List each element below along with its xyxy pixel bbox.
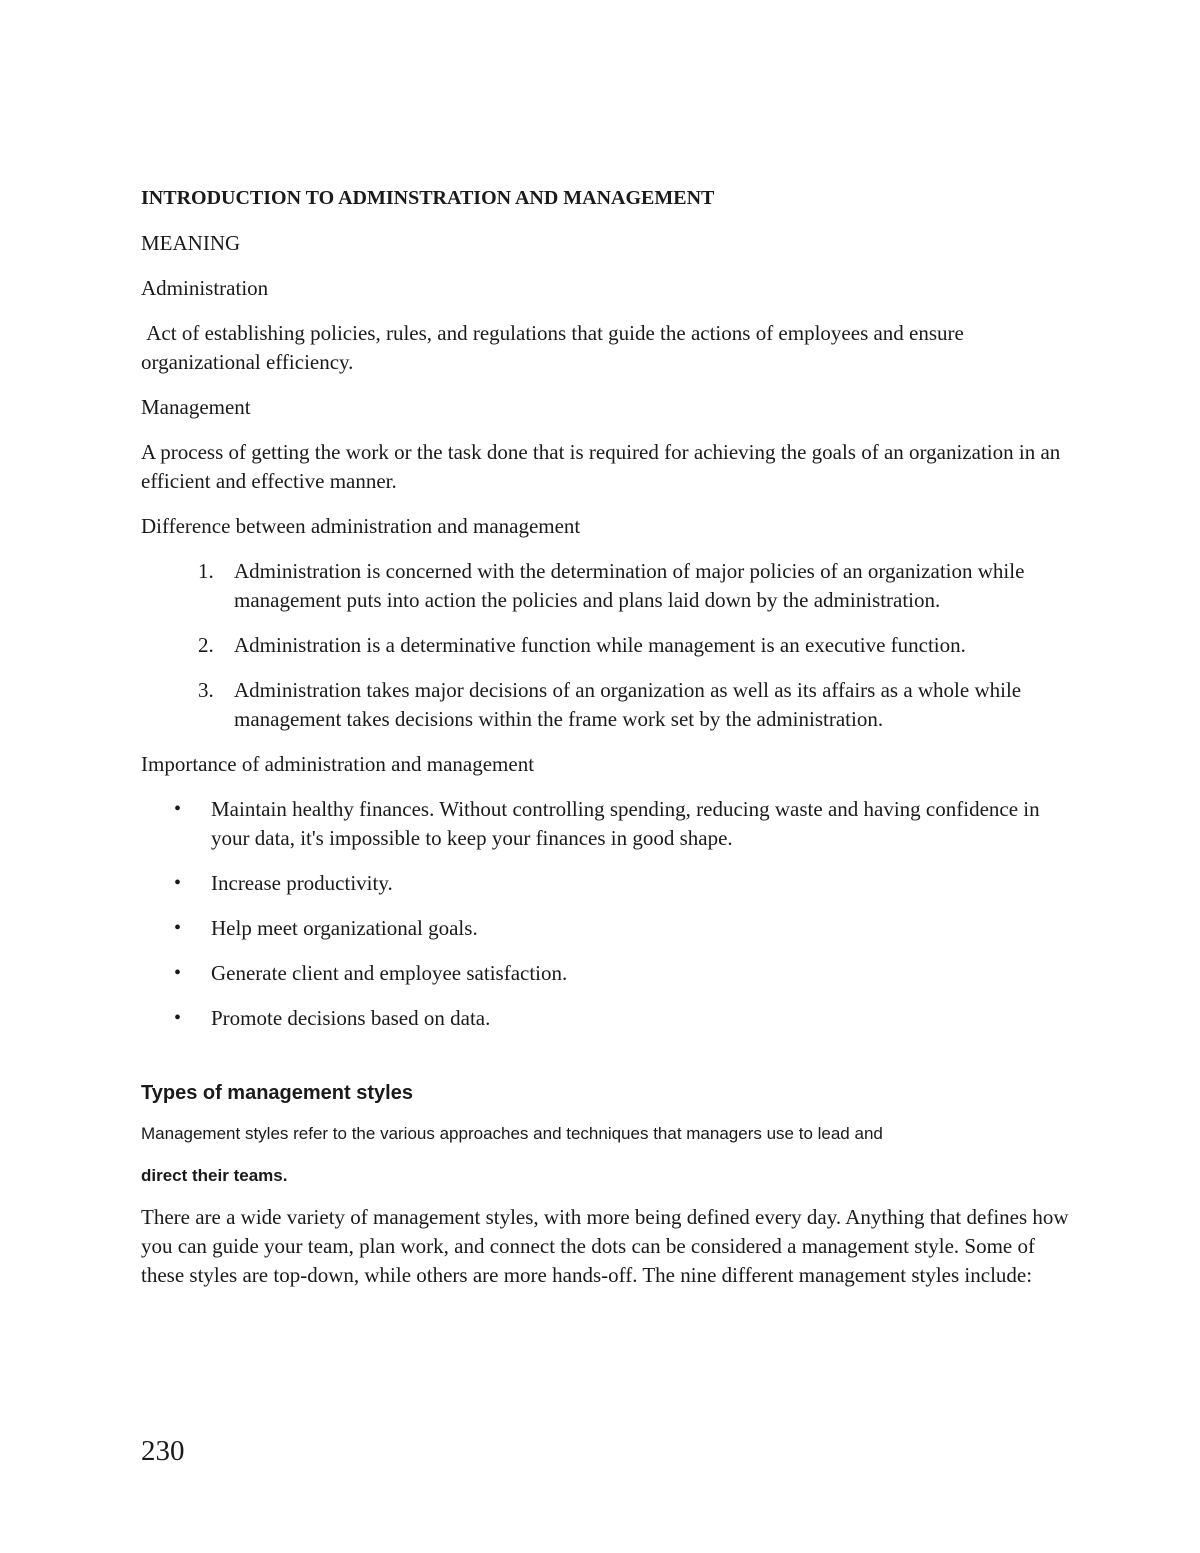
bullet-icon: • xyxy=(174,1007,182,1029)
bullet-icon: • xyxy=(174,872,182,894)
list-item xyxy=(141,869,1071,898)
list-number: 1. xyxy=(198,559,214,583)
difference-heading: Difference between administration and management xyxy=(141,514,581,538)
list-item-text: Administration is concerned with the determination of major policies of an organization while management puts into action the policies and plans laid down by the administration. xyxy=(234,559,1025,612)
styles-heading: Types of management styles xyxy=(141,1082,413,1104)
management-heading: Management xyxy=(141,395,251,419)
styles-intro-line-2: direct their teams. xyxy=(141,1166,288,1185)
list-item xyxy=(141,914,1071,943)
list-number: 2. xyxy=(198,633,214,657)
list-item xyxy=(141,631,1071,660)
bullet-icon: • xyxy=(174,798,182,820)
styles-intro-line-1: Management styles refer to the various approaches and techniques that managers use to lead and xyxy=(141,1124,883,1143)
bullet-icon: • xyxy=(174,962,182,984)
list-item-text: Help meet organizational goals. xyxy=(211,916,478,940)
document-body xyxy=(141,184,1071,1290)
list-item-text: Increase productivity. xyxy=(211,871,393,895)
list-item xyxy=(141,959,1071,988)
page-number: 230 xyxy=(141,1435,185,1467)
list-item xyxy=(141,795,1071,853)
list-item-text: Maintain healthy finances. Without controlling spending, reducing waste and having confidence in your data, it's impossible to keep your finances in good shape. xyxy=(211,797,1040,850)
importance-heading: Importance of administration and management xyxy=(141,752,535,776)
list-item-text: Administration takes major decisions of an organization as well as its affairs as a whole while management takes decisions within the frame work set by the administration. xyxy=(234,678,1022,731)
meaning-heading: MEANING xyxy=(141,231,241,255)
management-definition: A process of getting the work or the task done that is required for achieving the goals of an organization in an efficient and effective manner. xyxy=(141,440,1061,493)
list-item-text: Promote decisions based on data. xyxy=(211,1006,491,1030)
list-item-text: Administration is a determinative function while management is an executive function. xyxy=(234,633,966,657)
list-item xyxy=(141,1004,1071,1033)
list-number: 3. xyxy=(198,678,214,702)
difference-list xyxy=(141,557,1071,734)
styles-paragraph: There are a wide variety of management styles, with more being defined every day. Anything that defines how you can guide your team, plan work, and connect the dots can be considered a management style. Some of these styles are top-down, while others are more hands-off. The nine different management styles include: xyxy=(141,1205,1069,1287)
bullet-icon: • xyxy=(174,917,182,939)
list-item xyxy=(141,676,1071,734)
administration-definition: Act of establishing policies, rules, and regulations that guide the actions of employees and ensure organizational efficiency. xyxy=(141,321,970,374)
document-title: INTRODUCTION TO ADMINSTRATION AND MANAGEMENT xyxy=(141,187,715,209)
list-item-text: Generate client and employee satisfaction. xyxy=(211,961,568,985)
list-item xyxy=(141,557,1071,615)
administration-heading: Administration xyxy=(141,276,269,300)
importance-list xyxy=(141,795,1071,1033)
